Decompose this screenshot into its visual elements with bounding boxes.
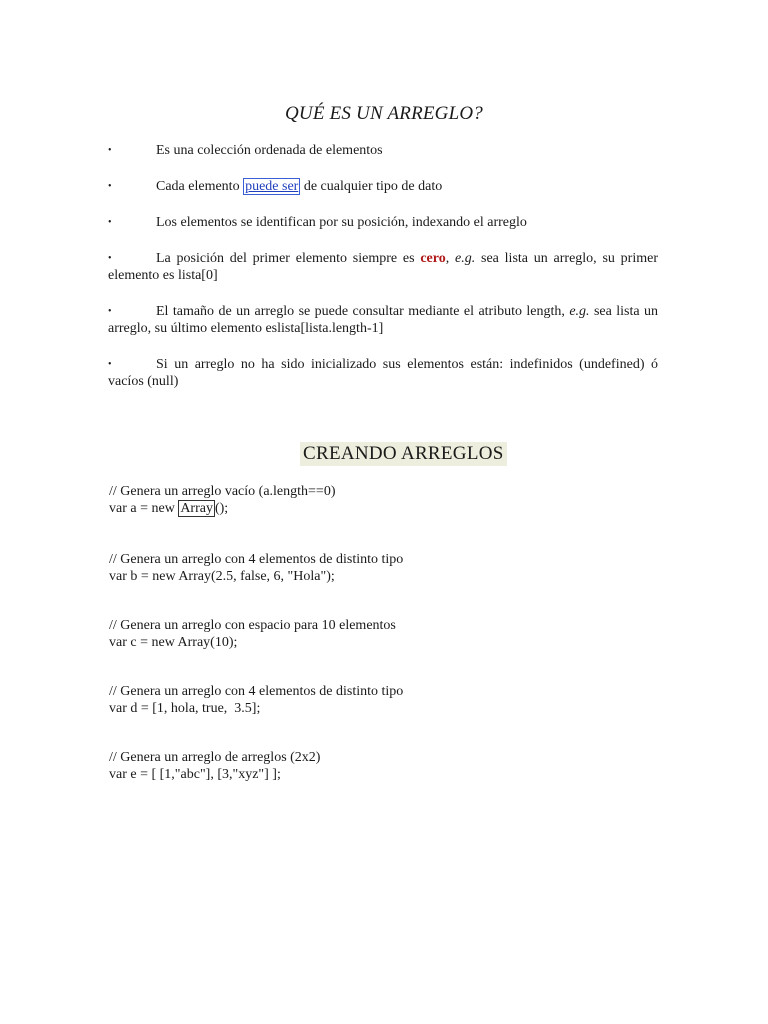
- list-item-text: La posición del primer elemento siempre es cero, e.g. sea lista un arreglo, su primer elemento es lista[0]: [108, 251, 658, 283]
- code-comment: // Genera un arreglo con 4 elementos de distinto tipo: [109, 552, 404, 567]
- list-item: [108, 142, 658, 159]
- code-block-c: [109, 617, 609, 651]
- code-comment: // Genera un arreglo de arreglos (2x2): [109, 750, 321, 765]
- code-comment: // Genera un arreglo vacío (a.length==0): [109, 484, 336, 499]
- section-heading: CREANDO ARREGLOS: [300, 442, 507, 466]
- bullet-icon: •: [108, 217, 112, 228]
- bullet-icon: •: [108, 359, 112, 370]
- cero-highlight: cero: [420, 251, 446, 266]
- code-comment: // Genera un arreglo con espacio para 10 elementos: [109, 618, 396, 633]
- code-comment: // Genera un arreglo con 4 elementos de distinto tipo: [109, 684, 404, 699]
- array-keyword-box: Array: [180, 501, 213, 516]
- code-block-b: [109, 551, 609, 585]
- code-line: var e = [ [1,"abc"], [3,"xyz"] ];: [109, 767, 281, 782]
- code-line: var a = new Array ();: [109, 501, 229, 516]
- code-line: var d = [1, hola, true, 3.5];: [109, 701, 261, 716]
- code-line: var b = new Array(2.5, false, 6, "Hola");: [109, 569, 335, 584]
- bullet-icon: •: [108, 145, 112, 156]
- page-title: QUÉ ES UN ARREGLO?: [285, 103, 483, 124]
- bullet-icon: •: [108, 181, 112, 192]
- list-item: [108, 178, 658, 195]
- code-block-e: [109, 749, 609, 783]
- code-block-d: [109, 683, 609, 717]
- list-item-text: Es una colección ordenada de elementos: [156, 143, 383, 158]
- bullet-icon: •: [108, 306, 112, 317]
- puede-ser-link[interactable]: puede ser: [245, 179, 299, 194]
- bullet-icon: •: [108, 253, 112, 264]
- code-block-a: [109, 483, 609, 517]
- list-item: [108, 214, 658, 231]
- list-item: [108, 303, 658, 337]
- list-item-text: Si un arreglo no ha sido inicializado sus elementos están: indefinidos (undefined) ó vacíos (null): [108, 357, 658, 389]
- list-item: [108, 356, 658, 390]
- list-item: [108, 250, 658, 284]
- bullet-list: [108, 142, 658, 409]
- list-item-text: Los elementos se identifican por su posición, indexando el arreglo: [156, 215, 527, 230]
- list-item-text: Cada elemento puede ser de cualquier tipo de dato: [156, 179, 443, 194]
- code-line: var c = new Array(10);: [109, 635, 238, 650]
- list-item-text: El tamaño de un arreglo se puede consultar mediante el atributo length, e.g. sea lista un arreglo, su último elemento eslista[lista.length-1]: [108, 304, 658, 336]
